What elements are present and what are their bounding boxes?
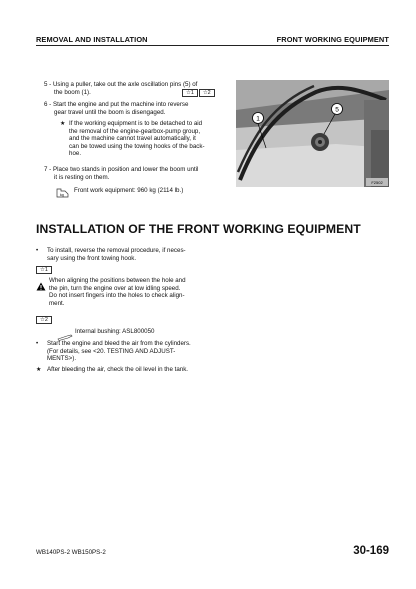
tag-star-2-install: ☆2	[36, 316, 52, 324]
step-5-line2: the boom (1).	[54, 89, 91, 96]
footer-models: WB140PS-2 WB150PS-2	[36, 549, 106, 556]
callout-1: 1	[256, 115, 260, 123]
bullet-2-mark: •	[36, 340, 39, 347]
boom-photo	[236, 80, 389, 187]
warning-icon	[36, 278, 46, 296]
step-6-line2: gear travel until the boom is disengaged.	[54, 109, 166, 116]
header-section-title: REMOVAL AND INSTALLATION	[36, 35, 148, 44]
step-7-line1: 7 - Place two stands in position and lower the boom until	[44, 166, 199, 173]
warning-text: When aligning the positions between the hole and the pin, turn the engine over at low idling speed. Do not insert fingers into the holes to check align- ment.	[49, 277, 186, 307]
installation-title: INSTALLATION OF THE FRONT WORKING EQUIPMENT	[36, 222, 361, 236]
header-rule	[36, 45, 389, 46]
tag-star-2: ☆2	[199, 89, 215, 97]
bullet-1-text: To install, reverse the removal procedure, if neces- sary using the front towing hook.	[47, 247, 186, 262]
step-7-line2: it is resting on them.	[54, 174, 110, 181]
header-chapter-title: FRONT WORKING EQUIPMENT	[276, 35, 389, 44]
callout-5: 5	[335, 106, 339, 114]
bushing-text: Internal bushing: ASL800050	[75, 328, 155, 335]
bullet-3-text: After bleeding the air, check the oil level in the tank.	[47, 366, 189, 373]
svg-text:kg: kg	[60, 193, 64, 197]
bullet-1-mark: •	[36, 247, 39, 254]
weight-icon	[56, 185, 69, 203]
step-6-note-mark: ★	[60, 120, 66, 127]
step-6-line1: 6 - Start the engine and put the machine into reverse	[44, 101, 189, 108]
photo-code: F2502	[371, 180, 383, 185]
page-number: 30-169	[353, 545, 389, 557]
tag-star-1-install: ☆1	[36, 266, 52, 274]
step-6-note: If the working equipment is to be detached to aid the removal of the engine-gearbox-pump group, and the machine cannot travel automatically, it can be towed using the towing hooks of the back- hoe.	[69, 120, 205, 158]
bullet-3-mark: ★	[36, 366, 42, 373]
step-5-line1: 5 - Using a puller, take out the axle oscillation pins (5) of	[44, 81, 198, 88]
bullet-2-text: Start the engine and bleed the air from the cylinders. (For details, see <20. TESTING AND ADJUST- MENTS>).	[47, 340, 191, 363]
tag-star-1: ☆1	[182, 89, 198, 97]
step-5-tags	[182, 89, 215, 97]
weight-text: Front work equipment: 960 kg (2114 lb.)	[74, 187, 184, 194]
